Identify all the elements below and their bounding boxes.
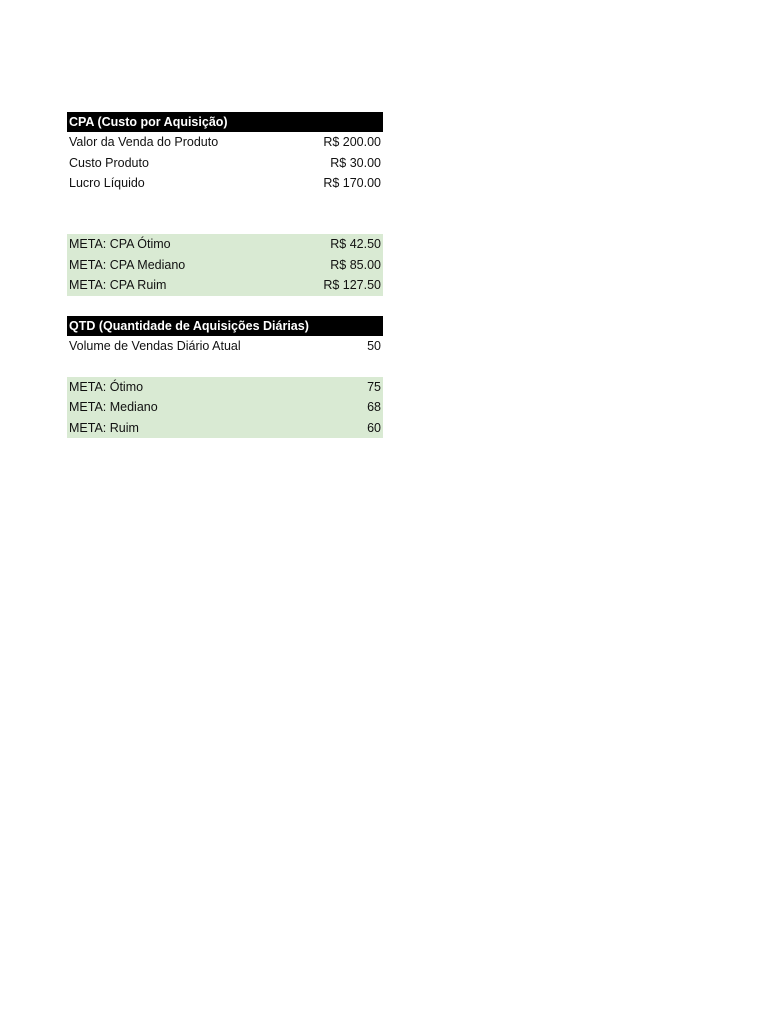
meta-cpa-median-value: R$ 85.00	[330, 257, 381, 272]
product-cost-row[interactable]	[67, 153, 383, 173]
product-cost-amount: R$ 30.00	[330, 155, 381, 170]
empty-row[interactable]	[67, 194, 383, 214]
sale-value-row[interactable]	[67, 132, 383, 152]
net-profit-row[interactable]	[67, 173, 383, 193]
meta-cpa-great-label: META: CPA Ótimo	[69, 237, 171, 252]
empty-row[interactable]	[67, 296, 383, 316]
cpa-header-label: CPA (Custo por Aquisição)	[69, 115, 228, 129]
daily-sales-volume-value: 50	[367, 339, 381, 354]
meta-qtd-median-label: META: Mediano	[69, 400, 158, 415]
qtd-header-label: QTD (Quantidade de Aquisições Diárias)	[69, 318, 309, 333]
meta-qtd-bad-label: META: Ruim	[69, 420, 139, 435]
net-profit-amount: R$ 170.00	[323, 176, 381, 191]
meta-qtd-great-label: META: Ótimo	[69, 380, 144, 395]
sale-value-amount: R$ 200.00	[323, 135, 381, 150]
meta-qtd-great-row[interactable]	[67, 377, 383, 397]
product-cost-label: Custo Produto	[69, 155, 149, 170]
meta-cpa-median-label: META: CPA Mediano	[69, 257, 186, 272]
meta-cpa-great-value: R$ 42.50	[330, 237, 381, 252]
meta-cpa-median-row[interactable]	[67, 255, 383, 275]
sale-value-label: Valor da Venda do Produto	[69, 135, 219, 150]
cpa-section-header[interactable]	[67, 112, 383, 132]
meta-qtd-bad-value: 60	[367, 420, 381, 435]
meta-qtd-bad-row[interactable]	[67, 418, 383, 438]
qtd-section-header[interactable]	[67, 316, 383, 336]
meta-qtd-great-value: 75	[367, 380, 381, 395]
empty-row[interactable]	[67, 357, 383, 377]
meta-cpa-bad-row[interactable]	[67, 275, 383, 295]
meta-cpa-bad-value: R$ 127.50	[323, 278, 381, 293]
daily-sales-volume-row[interactable]	[67, 336, 383, 356]
meta-cpa-bad-label: META: CPA Ruim	[69, 278, 167, 293]
meta-qtd-median-row[interactable]	[67, 397, 383, 417]
spreadsheet	[67, 112, 383, 438]
meta-qtd-median-value: 68	[367, 400, 381, 415]
daily-sales-volume-label: Volume de Vendas Diário Atual	[69, 339, 241, 354]
net-profit-label: Lucro Líquido	[69, 176, 145, 191]
empty-row[interactable]	[67, 214, 383, 234]
meta-cpa-great-row[interactable]	[67, 234, 383, 254]
